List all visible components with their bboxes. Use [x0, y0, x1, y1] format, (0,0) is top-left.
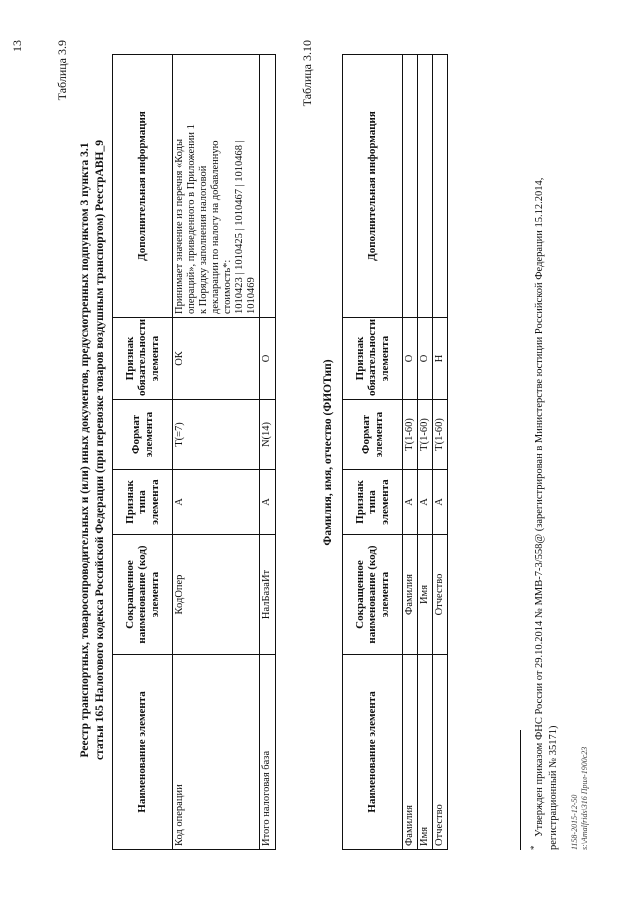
element-format: T(1-60) — [418, 400, 433, 470]
header-cell: Наименование элемента — [113, 655, 173, 850]
table-header-row — [343, 55, 403, 850]
table-3-9-title-line: Реестр транспортных, товаросопроводительных и (или) иных документов, предусмотренных подпунктом 3 пункта 3.1 — [79, 142, 91, 758]
table-3-10 — [342, 54, 448, 850]
info-line: Принимает значение из перечня «Коды — [174, 138, 185, 314]
element-info — [173, 55, 260, 318]
element-type: А — [260, 470, 275, 535]
element-info — [403, 55, 418, 318]
element-format: N(14) — [260, 400, 275, 470]
element-type: А — [403, 470, 418, 535]
table-row — [418, 55, 433, 850]
element-format: T(=7) — [173, 400, 260, 470]
stamp-line: s:\Amalfrids\316 Прил-1900с23 — [580, 746, 590, 850]
element-info — [418, 55, 433, 318]
element-code: Имя — [418, 535, 433, 655]
table-3-10-title: Фамилия, имя, отчество (ФИОТип) — [322, 359, 334, 546]
document-stamp — [570, 747, 591, 850]
header-cell: Признак типа элемента — [113, 470, 173, 535]
footnote-line: регистрационный № 35171) — [547, 725, 559, 850]
element-format: T(1-60) — [433, 400, 448, 470]
element-code: КодОпер — [173, 535, 260, 655]
footnote-line: Утвержден приказом ФНС России от 29.10.2014 № ММВ-7-3/558@ (зарегистрирован в Министерстве юстиции Российской Федерации 15.12.2014, — [533, 177, 545, 837]
header-cell: Признак типа элемента — [343, 470, 403, 535]
info-line: операций», приведенного в Приложении 1 — [186, 124, 198, 314]
stamp-line: 1158-2015-12-50 — [570, 794, 579, 850]
header-cell: Дополнительная информация — [343, 55, 403, 318]
header-cell: Формат элемента — [113, 400, 173, 470]
element-required: О — [260, 318, 275, 400]
footnote-marker: * — [529, 845, 539, 850]
element-code: Отчество — [433, 535, 448, 655]
element-code: Фамилия — [403, 535, 418, 655]
table-row — [433, 55, 448, 850]
element-name: Фамилия — [403, 655, 418, 850]
table-row — [403, 55, 418, 850]
element-name: Итого налоговая база — [260, 655, 275, 850]
table-3-10-label: Таблица 3.10 — [300, 40, 314, 107]
element-required: О — [403, 318, 418, 400]
header-cell: Признак обязательности элемента — [113, 318, 173, 400]
element-name: Имя — [418, 655, 433, 850]
header-cell: Наименование элемента — [343, 655, 403, 850]
info-line: стоимость*: — [222, 259, 234, 314]
table-3-9 — [112, 54, 276, 850]
info-line: 1010469 — [246, 277, 258, 314]
header-cell: Дополнительная информация — [113, 55, 173, 318]
footnote-rule — [520, 730, 521, 850]
table-3-9-title-line: статьи 165 Налогового кодекса Российской Федерации (при перевозке товаров воздушным транспортом) РеестрАВН_9 — [93, 140, 106, 760]
element-type: А — [433, 470, 448, 535]
element-type: А — [173, 470, 260, 535]
header-cell: Сокращенное наименование (код) элемента — [343, 535, 403, 655]
element-type: А — [418, 470, 433, 535]
element-required: Н — [433, 318, 448, 400]
element-name: Код операции — [173, 655, 260, 850]
table-row — [173, 55, 260, 850]
page-number: 13 — [10, 40, 24, 52]
table-header-row — [113, 55, 173, 850]
footnote — [528, 50, 561, 850]
element-required: ОК — [173, 318, 260, 400]
table-3-9-title — [78, 50, 108, 850]
header-cell: Признак обязательности элемента — [343, 318, 403, 400]
element-info — [260, 55, 275, 318]
element-info — [433, 55, 448, 318]
table-3-9-label: Таблица 3.9 — [55, 40, 69, 101]
element-name: Отчество — [433, 655, 448, 850]
header-cell: Сокращенное наименование (код) элемента — [113, 535, 173, 655]
header-cell: Формат элемента — [343, 400, 403, 470]
info-line: 1010423 | 1010425 | 1010467 | 1010468 | — [234, 140, 246, 314]
info-line: к Порядку заполнения налоговой — [198, 165, 210, 314]
element-format: T(1-60) — [403, 400, 418, 470]
element-code: НалБазаИт — [260, 535, 275, 655]
info-line: декларации по налогу на добавленную — [210, 140, 222, 314]
element-required: О — [418, 318, 433, 400]
table-row — [260, 55, 275, 850]
